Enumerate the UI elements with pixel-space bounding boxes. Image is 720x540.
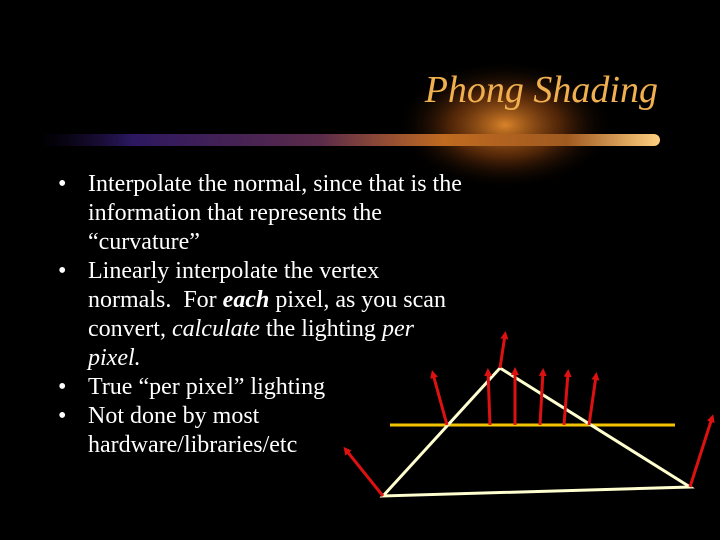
vertex-normal-left (346, 450, 383, 496)
vertex-normal-top (500, 335, 505, 368)
pixel-normal (589, 376, 596, 425)
bullet-glyph: • (58, 171, 67, 197)
text-run: convert, (88, 316, 172, 342)
vertex-normal-right (690, 418, 712, 487)
slide-title: Phong Shading (424, 69, 658, 111)
pixel-normal (564, 373, 568, 425)
text-run: information that represents the (88, 200, 382, 226)
text-run: Not done by most (88, 403, 260, 429)
pixel-normal (540, 372, 543, 425)
normal-arrows (346, 335, 712, 496)
text-run: pixel, as you scan (269, 287, 446, 313)
text-run: hardware/libraries/etc (88, 432, 298, 458)
text-run: “curvature” (88, 229, 200, 255)
bullet-glyph: • (58, 374, 67, 400)
text-run: True “per pixel” lighting (88, 374, 326, 400)
text-run: calculate (171, 316, 260, 342)
triangle-outline (383, 368, 690, 496)
pixel-normal (488, 372, 490, 425)
text-run: normals. For (88, 287, 223, 313)
bullet-glyph: • (58, 403, 67, 429)
text-run: Linearly interpolate the vertex (88, 258, 380, 284)
text-run: each (222, 287, 270, 313)
bullet-glyph: • (58, 258, 67, 284)
text-run: pixel. (88, 345, 141, 371)
text-run: per (381, 316, 414, 342)
text-run: the lighting (259, 316, 382, 342)
text-run: Interpolate the normal, since that is the (88, 171, 462, 197)
pixel-normal (433, 374, 447, 425)
